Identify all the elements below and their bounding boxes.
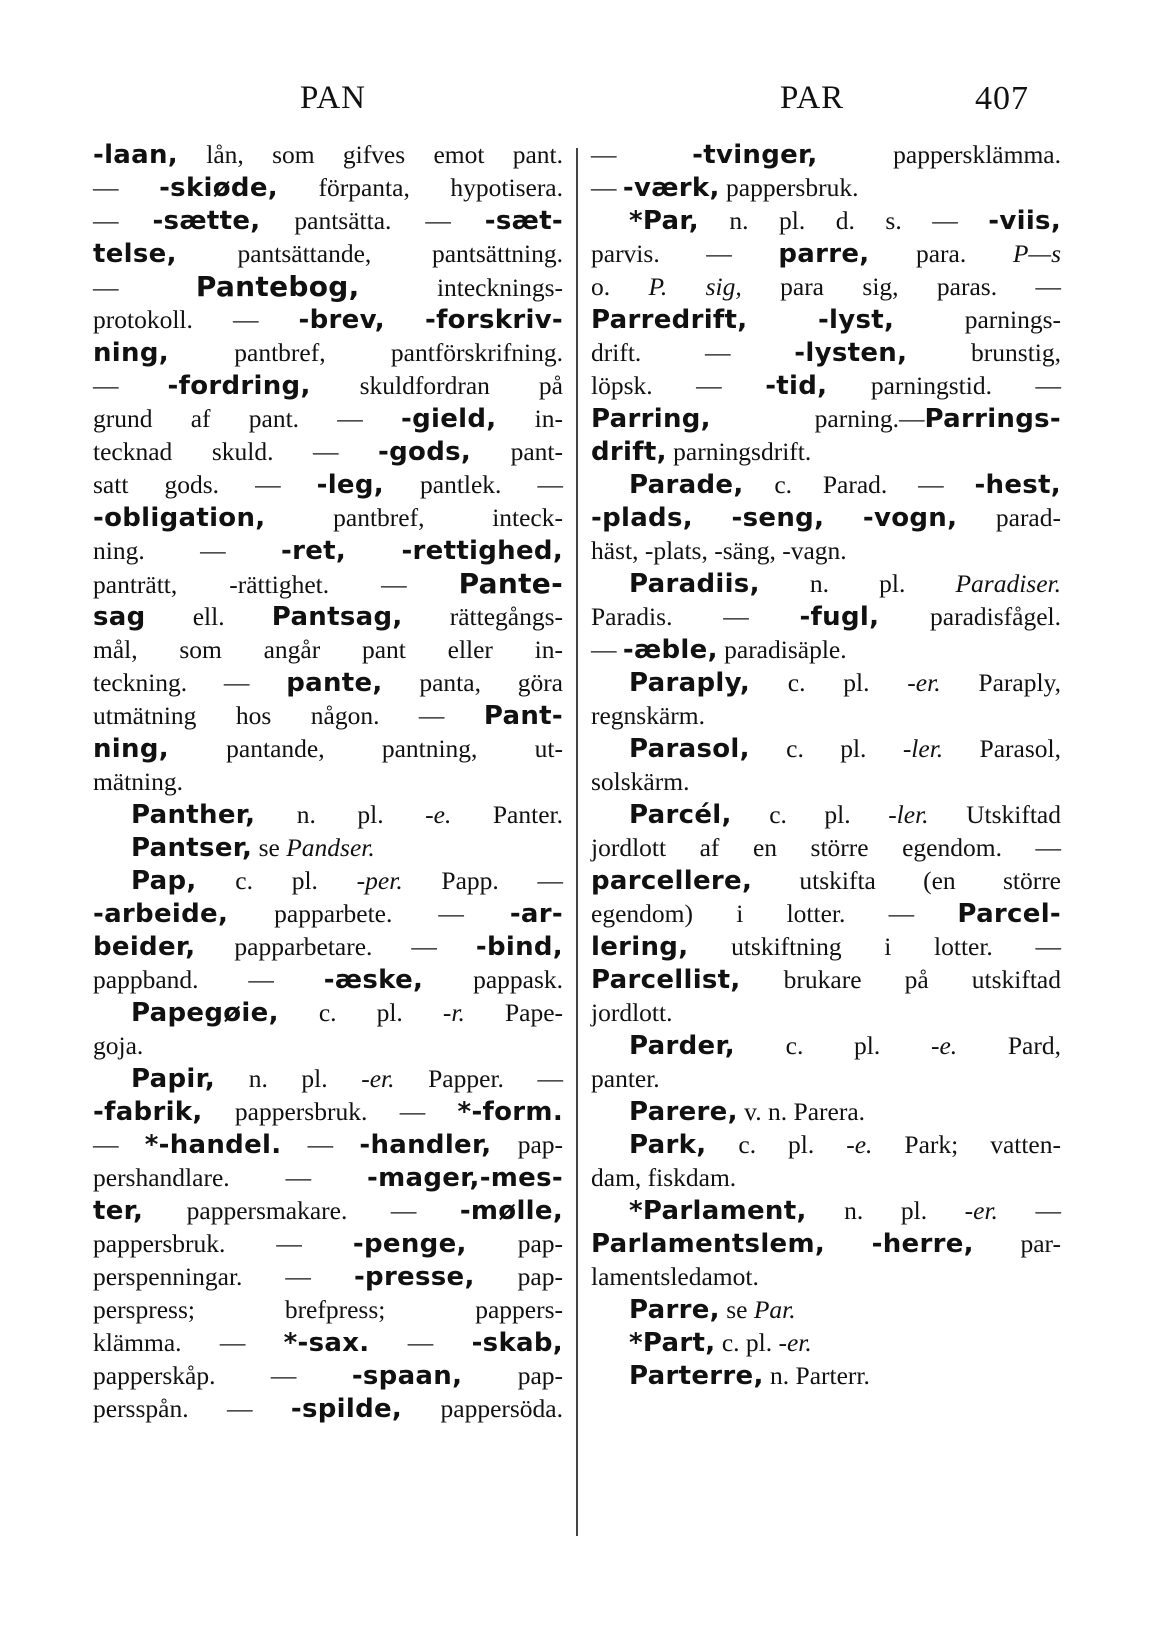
headword: -herre, — [871, 1229, 974, 1259]
dictionary-line — [591, 534, 1061, 567]
headword: Parcellist, — [591, 965, 741, 995]
dictionary-line — [591, 435, 1061, 468]
grammar-note: Paradiser. — [955, 569, 1061, 598]
definition-text: drift. — — [591, 338, 795, 367]
headword: -æble, — [622, 635, 718, 665]
dictionary-line — [93, 369, 563, 402]
dictionary-line — [591, 666, 1061, 699]
headword: -spaan, — [351, 1361, 463, 1391]
grammar-note: Par. — [753, 1295, 796, 1324]
dictionary-line — [93, 798, 563, 831]
dictionary-line — [591, 402, 1061, 435]
grammar-note: P. sig, — [648, 272, 742, 301]
definition-text: pantande, pantning, ut- — [168, 734, 563, 763]
definition-text: para sig, paras. — — [741, 272, 1061, 301]
headword: *-handel. — [144, 1130, 282, 1160]
headword: -vogn, — [862, 503, 958, 533]
headword: -ar- — [509, 899, 563, 929]
headword: beider, — [93, 932, 196, 962]
definition-text: papperskåp. — — [93, 1361, 352, 1390]
dictionary-line — [93, 1293, 563, 1326]
definition-text: c. pl. — [706, 1130, 847, 1159]
grammar-note: -er. — [361, 1064, 395, 1093]
grammar-note: -er. — [778, 1328, 812, 1357]
dictionary-line — [93, 1029, 563, 1062]
headword: Parredrift, — [591, 305, 748, 335]
dictionary-line — [591, 1227, 1061, 1260]
definition-text: satt gods. — — [93, 470, 317, 499]
dictionary-line — [591, 798, 1061, 831]
dictionary-line — [591, 963, 1061, 996]
definition-text: n. pl. — [215, 1064, 362, 1093]
definition-text: ell. — [145, 602, 272, 631]
running-head-right: PAR — [780, 80, 845, 116]
definition-text: lån, som gifves emot pant. — [177, 140, 563, 169]
definition-text: brukare på utskiftad — [740, 965, 1061, 994]
definition-text: n. pl. d. s. — — [698, 206, 989, 235]
dictionary-line — [93, 468, 563, 501]
dictionary-line — [93, 402, 563, 435]
headword: Parrings- — [924, 404, 1061, 434]
headword: -lyst, — [817, 305, 895, 335]
headword: ning, — [93, 734, 169, 764]
definition-text: se — [719, 1295, 754, 1324]
definition-text: panter. — [591, 1064, 660, 1093]
definition-text: Panter. — [451, 800, 563, 829]
definition-text: — — [93, 206, 153, 235]
dictionary-line — [93, 1392, 563, 1425]
dictionary-line — [93, 1161, 563, 1194]
definition-text: c. pl. — [749, 734, 903, 763]
definition-text: o. — [591, 272, 649, 301]
grammar-note: -er. — [907, 668, 941, 697]
headword: Parcel- — [957, 899, 1061, 929]
dictionary-line — [591, 1326, 1061, 1359]
dictionary-line — [93, 534, 563, 567]
definition-text: — — [281, 1130, 360, 1159]
dictionary-line — [93, 1062, 563, 1095]
dictionary-line — [591, 897, 1061, 930]
definition-text: pappersbruk. — [719, 173, 859, 202]
definition-text: v. n. Parera. — [737, 1097, 866, 1126]
headword: -fugl, — [799, 602, 880, 632]
definition-text: pap- — [491, 1130, 564, 1159]
headword: -sætte, — [152, 206, 261, 236]
dictionary-line — [591, 138, 1061, 171]
definition-text: pappersöda. — [402, 1394, 563, 1423]
dictionary-line — [591, 699, 1061, 732]
dictionary-line — [93, 336, 563, 369]
definition-text: panta, göra — [382, 668, 563, 697]
definition-text: dam, fiskdam. — [591, 1163, 737, 1192]
dictionary-line — [93, 633, 563, 666]
definition-text — [346, 536, 401, 565]
definition-text: persspån. — — [93, 1394, 291, 1423]
definition-text: parning.— — [710, 404, 925, 433]
definition-text: — — [93, 273, 196, 302]
dictionary-line — [591, 1029, 1061, 1062]
dictionary-line — [591, 468, 1061, 501]
running-head-left-text: PAN — [300, 80, 366, 116]
definition-text: häst, -plats, -säng, -vagn. — [591, 536, 847, 565]
headword: -æske, — [323, 965, 424, 995]
dictionary-line — [93, 732, 563, 765]
headword: -sæt- — [484, 206, 564, 236]
definition-text: n. Parterr. — [763, 1361, 870, 1390]
headword: Pant- — [483, 701, 563, 731]
dictionary-line — [591, 237, 1061, 270]
headword: Papir, — [131, 1064, 216, 1094]
definition-text: pap- — [462, 1361, 563, 1390]
definition-text: — — [93, 371, 168, 400]
definition-text: utmätning hos någon. — — [93, 701, 484, 730]
grammar-note: -r. — [442, 998, 465, 1027]
definition-text: lamentsledamot. — [591, 1262, 759, 1291]
headword: -arbeide, — [93, 899, 229, 929]
dictionary-line — [93, 1128, 563, 1161]
dictionary-line — [591, 1062, 1061, 1095]
grammar-note: -ler. — [888, 800, 929, 829]
dictionary-line — [93, 171, 563, 204]
definition-text: c. pl. — [196, 866, 357, 895]
dictionary-line — [591, 1095, 1061, 1128]
right-column — [591, 138, 1061, 1392]
headword: Paradiis, — [629, 569, 760, 599]
headword: -gods, — [378, 437, 472, 467]
definition-text: n. pl. — [806, 1196, 965, 1225]
dictionary-line — [591, 633, 1061, 666]
dictionary-line — [93, 897, 563, 930]
definition-text: regnskärm. — [591, 701, 706, 730]
definition-text: n. pl. — [255, 800, 426, 829]
headword: -plads, — [591, 503, 693, 533]
dictionary-line — [591, 1194, 1061, 1227]
headword: -brev, — [298, 305, 385, 335]
grammar-note: Pandser. — [286, 833, 375, 862]
definition-text — [824, 503, 863, 532]
headword: parcellere, — [591, 866, 753, 896]
dictionary-line — [93, 1227, 563, 1260]
headword: -mølle, — [459, 1196, 563, 1226]
dictionary-line — [93, 831, 563, 864]
definition-text — [747, 305, 818, 334]
definition-text: n. pl. — [759, 569, 956, 598]
dictionary-line — [93, 1359, 563, 1392]
definition-text: utskifta (en större — [752, 866, 1061, 895]
definition-text: pant- — [471, 437, 563, 466]
dictionary-line — [591, 369, 1061, 402]
headword: -obligation, — [93, 503, 266, 533]
dictionary-line — [93, 138, 563, 171]
dictionary-line — [93, 996, 563, 1029]
definition-text: jordlott. — [591, 998, 673, 1027]
dictionary-line — [93, 237, 563, 270]
dictionary-line — [591, 567, 1061, 600]
definition-text: in- — [496, 404, 563, 433]
definition-text — [385, 305, 425, 334]
dictionary-line — [93, 1095, 563, 1128]
dictionary-line — [93, 303, 563, 336]
headword: -fordring, — [167, 371, 311, 401]
definition-text: par- — [973, 1229, 1062, 1258]
definition-text: panträtt, -rättighet. — — [93, 570, 459, 599]
definition-text: — — [997, 1196, 1061, 1225]
definition-text: egendom) i lotter. — — [591, 899, 958, 928]
definition-text: c. Parad. — — [743, 470, 975, 499]
headword: -seng, — [731, 503, 825, 533]
definition-text — [825, 1229, 872, 1258]
definition-text: c. pl. — [715, 1328, 779, 1357]
headword: *Par, — [629, 206, 699, 236]
grammar-note: -e. — [846, 1130, 873, 1159]
definition-text: brunstig, — [907, 338, 1061, 367]
headword: Parade, — [629, 470, 744, 500]
headword: -mes- — [479, 1163, 563, 1193]
definition-text: Pape- — [464, 998, 563, 1027]
headword: -handler, — [359, 1130, 492, 1160]
dictionary-line — [93, 567, 563, 600]
column-divider — [576, 148, 578, 1536]
definition-text: — — [93, 1130, 145, 1159]
definition-text: parvis. — — [591, 239, 779, 268]
definition-text: pantsättande, pantsättning. — [176, 239, 563, 268]
definition-text: pershandlare. — — [93, 1163, 368, 1192]
definition-text: c. pl. — [731, 800, 889, 829]
grammar-note: -per. — [356, 866, 403, 895]
headword: Parterre, — [629, 1361, 764, 1391]
headword: lering, — [591, 932, 689, 962]
definition-text: — — [591, 140, 693, 169]
definition-text: parningstid. — — [827, 371, 1061, 400]
headword: -gield, — [400, 404, 497, 434]
definition-text: skuldfordran på — [310, 371, 563, 400]
definition-text: protokoll. — — [93, 305, 299, 334]
dictionary-line — [591, 204, 1061, 237]
dictionary-line — [93, 765, 563, 798]
dictionary-line — [591, 765, 1061, 798]
headword: -viis, — [988, 206, 1061, 236]
dictionary-line — [591, 831, 1061, 864]
headword: Panther, — [131, 800, 256, 830]
dictionary-line — [591, 1161, 1061, 1194]
dictionary-line — [591, 1359, 1061, 1392]
definition-text: löpsk. — — [591, 371, 766, 400]
headword: *Parlament, — [629, 1196, 807, 1226]
headword: -mager, — [367, 1163, 480, 1193]
dictionary-line — [93, 666, 563, 699]
definition-text: — — [369, 1328, 472, 1357]
headword: -skab, — [471, 1328, 563, 1358]
definition-text: teckning. — — [93, 668, 287, 697]
definition-text: förpanta, hypotisera. — [277, 173, 563, 202]
definition-text: paradisfågel. — [879, 602, 1061, 631]
dictionary-line — [591, 171, 1061, 204]
definition-text: pantbref, inteck- — [265, 503, 563, 532]
definition-text: klämma. — — [93, 1328, 284, 1357]
grammar-note: -e. — [930, 1031, 958, 1060]
dictionary-line — [591, 930, 1061, 963]
headword: Parlamentslem, — [591, 1229, 826, 1259]
definition-text: mål, som angår pant eller in- — [93, 635, 563, 664]
headword: ning, — [93, 338, 169, 368]
headword: -ret, — [280, 536, 347, 566]
grammar-note: -e. — [425, 800, 452, 829]
dictionary-line — [591, 1128, 1061, 1161]
definition-text: Papp. — — [402, 866, 564, 895]
headword: -penge, — [352, 1229, 467, 1259]
definition-text: pap- — [474, 1262, 563, 1291]
definition-text: papparbetare. — — [195, 932, 476, 961]
definition-text: para. — [869, 239, 1013, 268]
headword: Pante- — [458, 567, 563, 600]
headword: Pantsag, — [271, 602, 403, 632]
grammar-note: -ler. — [902, 734, 944, 763]
headword: Parasol, — [629, 734, 750, 764]
definition-text: rättegångs- — [402, 602, 563, 631]
dictionary-line — [93, 699, 563, 732]
dictionary-line — [93, 204, 563, 237]
headword: Parre, — [629, 1295, 720, 1325]
headword: drift, — [591, 437, 667, 467]
headword: parre, — [778, 239, 870, 269]
definition-text: pappersbruk. — — [202, 1097, 458, 1126]
definition-text: paradisäple. — [717, 635, 847, 664]
definition-text: pantlek. — — [383, 470, 563, 499]
dictionary-line — [591, 1260, 1061, 1293]
dictionary-line — [591, 732, 1061, 765]
definition-text: Utskiftad — [928, 800, 1062, 829]
headword: Pantebog, — [195, 270, 360, 303]
definition-text: pappersklämma. — [817, 140, 1061, 169]
definition-text: tecknad skuld. — — [93, 437, 379, 466]
definition-text: perspenningar. — — [93, 1262, 354, 1291]
definition-text: intecknings- — [359, 273, 564, 302]
definition-text: ning. — — [93, 536, 281, 565]
definition-text: c. pl. — [734, 1031, 931, 1060]
headword: -bind, — [475, 932, 563, 962]
headword: *-sax. — [283, 1328, 370, 1358]
dictionary-line — [93, 1326, 563, 1359]
definition-text: perspress; brefpress; pappers- — [93, 1295, 563, 1324]
dictionary-line — [591, 303, 1061, 336]
headword: -presse, — [353, 1262, 475, 1292]
definition-text: goja. — [93, 1031, 144, 1060]
headword: Parere, — [629, 1097, 738, 1127]
dictionary-line — [591, 996, 1061, 1029]
headword: pante, — [286, 668, 383, 698]
headword: *-form. — [457, 1097, 563, 1127]
headword: -lysten, — [794, 338, 908, 368]
definition-text: c. pl. — [278, 998, 443, 1027]
definition-text: pappband. — — [93, 965, 324, 994]
definition-text: pantsätta. — — [260, 206, 485, 235]
definition-text: Parasol, — [943, 734, 1061, 763]
headword: -laan, — [93, 140, 178, 170]
dictionary-line — [591, 501, 1061, 534]
headword: Pap, — [131, 866, 197, 896]
headword: Park, — [629, 1130, 707, 1160]
headword: ter, — [93, 1196, 144, 1226]
definition-text: pap- — [466, 1229, 564, 1258]
page-number: 407 — [975, 80, 1029, 117]
definition-text: pantbref, pantförskrifning. — [168, 338, 563, 367]
dictionary-line — [93, 600, 563, 633]
definition-text: solskärm. — [591, 767, 690, 796]
dictionary-line — [591, 336, 1061, 369]
dictionary-line — [93, 1260, 563, 1293]
definition-text: jordlott af en större egendom. — — [591, 833, 1061, 862]
definition-text: — — [93, 173, 160, 202]
headword: Paraply, — [629, 668, 750, 698]
definition-text: — — [591, 173, 623, 202]
headword: -fabrik, — [93, 1097, 203, 1127]
headword: Pantser, — [131, 833, 253, 863]
headword: -skiøde, — [159, 173, 278, 203]
headword: -leg, — [316, 470, 384, 500]
dictionary-line — [93, 270, 563, 303]
dictionary-line — [93, 1194, 563, 1227]
headword: Parcél, — [629, 800, 732, 830]
definition-text: parningsdrift. — [666, 437, 812, 466]
left-column — [93, 138, 563, 1425]
headword: -tid, — [765, 371, 828, 401]
headword: sag — [93, 602, 146, 632]
headword: -hest, — [974, 470, 1061, 500]
headword: -spilde, — [290, 1394, 403, 1424]
headword: -værk, — [622, 173, 720, 203]
definition-text — [693, 503, 732, 532]
dictionary-line — [93, 963, 563, 996]
headword: -forskriv- — [424, 305, 564, 335]
headword: telse, — [93, 239, 177, 269]
grammar-note: P—s — [1012, 239, 1061, 268]
dictionary-line — [591, 864, 1061, 897]
definition-text: pappersbruk. — — [93, 1229, 353, 1258]
dictionary-line — [93, 930, 563, 963]
definition-text: papparbete. — — [228, 899, 510, 928]
headword: -tvinger, — [692, 140, 818, 170]
definition-text: — — [591, 635, 623, 664]
definition-text: Papper. — — [394, 1064, 563, 1093]
headword: Papegøie, — [131, 998, 279, 1028]
definition-text: parnings- — [894, 305, 1061, 334]
definition-text: pappersmakare. — — [143, 1196, 460, 1225]
headword: *Part, — [629, 1328, 716, 1358]
headword: -rettighed, — [401, 536, 563, 566]
grammar-note: -er. — [964, 1196, 998, 1225]
dictionary-line — [93, 435, 563, 468]
dictionary-line — [93, 501, 563, 534]
dictionary-line — [591, 270, 1061, 303]
dictionary-line — [591, 1293, 1061, 1326]
definition-text: pappask. — [423, 965, 563, 994]
definition-text: mätning. — [93, 767, 183, 796]
definition-text: Pard, — [957, 1031, 1061, 1060]
definition-text: utskiftning i lotter. — — [688, 932, 1061, 961]
definition-text: Paradis. — — [591, 602, 800, 631]
dictionary-line — [591, 600, 1061, 633]
definition-text: parad- — [957, 503, 1061, 532]
dictionary-line — [93, 864, 563, 897]
definition-text: se — [252, 833, 287, 862]
headword: Parder, — [629, 1031, 735, 1061]
definition-text: c. pl. — [750, 668, 908, 697]
headword: Parring, — [591, 404, 711, 434]
definition-text: Paraply, — [940, 668, 1062, 697]
definition-text: Park; vatten- — [872, 1130, 1061, 1159]
definition-text: grund af pant. — — [93, 404, 401, 433]
